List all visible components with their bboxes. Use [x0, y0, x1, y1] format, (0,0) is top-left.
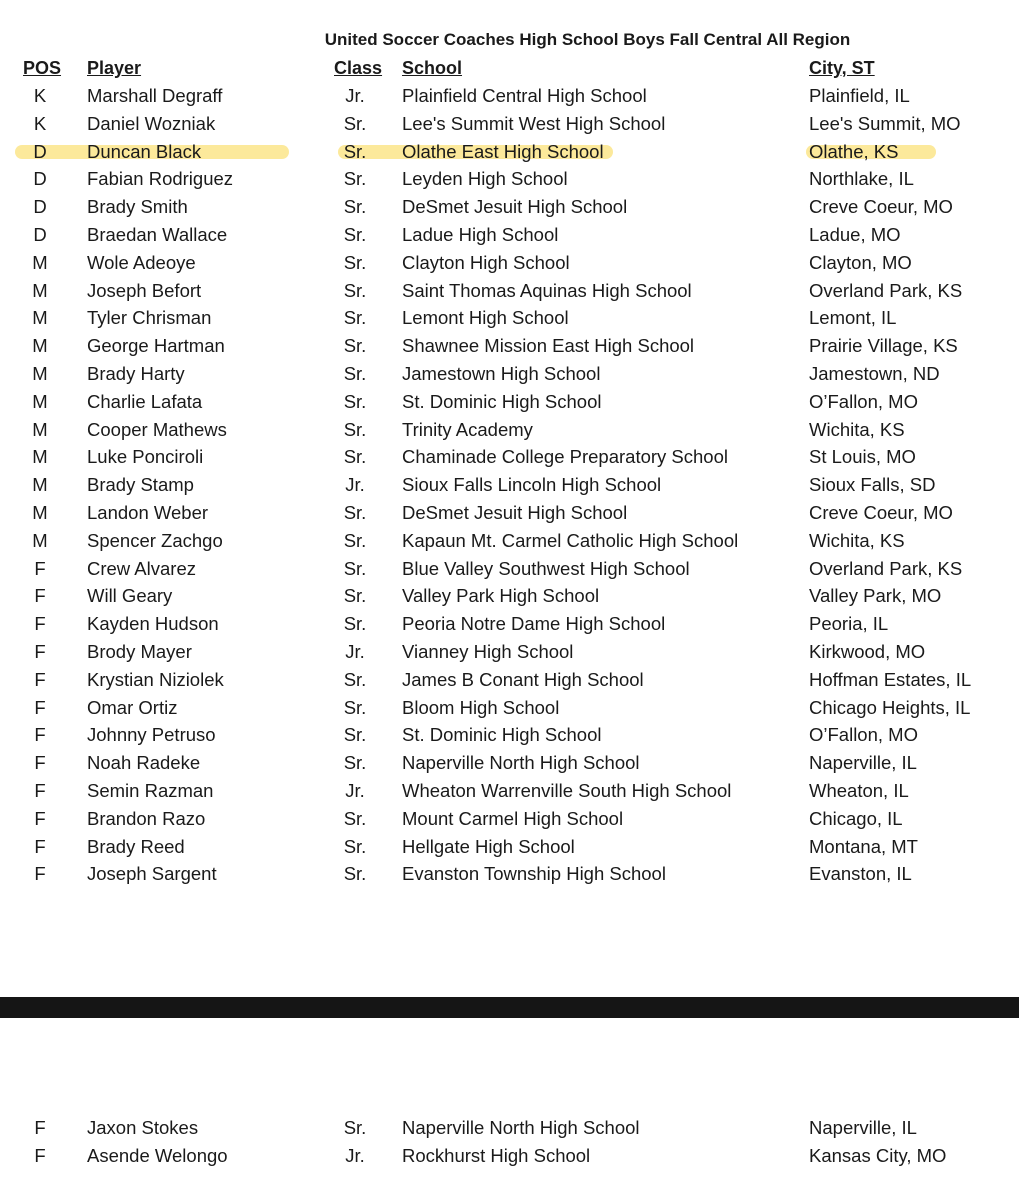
- cell-city: Peoria, IL: [809, 613, 889, 635]
- cell-city: Naperville, IL: [809, 1117, 917, 1138]
- cell-school: Jamestown High School: [402, 362, 601, 384]
- cell-player: Tyler Chrisman: [87, 307, 212, 329]
- table-row: [0, 582, 1019, 610]
- cell-pos: F: [34, 752, 46, 774]
- cell-city: Creve Coeur, MO: [809, 501, 953, 523]
- cell-school: Leyden High School: [402, 168, 568, 190]
- cell-player: Will Geary: [87, 585, 173, 607]
- cell-class: Sr.: [343, 529, 367, 551]
- cell-pos: F: [34, 835, 46, 857]
- cell-school: Evanston Township High School: [402, 863, 666, 885]
- cell-player: Brady Reed: [87, 835, 185, 857]
- cell-class: Sr.: [343, 807, 367, 829]
- cell-class: Sr.: [343, 613, 367, 635]
- cell-city: Jamestown, ND: [809, 362, 940, 384]
- cell-player: Brady Smith: [87, 196, 188, 218]
- cell-player: Cooper Mathews: [87, 418, 227, 440]
- table-row: [0, 332, 1019, 360]
- cell-school: Trinity Academy: [402, 418, 533, 440]
- header-pos: POS: [23, 58, 62, 78]
- cell-city: Olathe, KS: [809, 140, 899, 162]
- cell-player: Omar Ortiz: [87, 696, 178, 718]
- cell-city: Sioux Falls, SD: [809, 474, 936, 496]
- cell-player: Daniel Wozniak: [87, 112, 216, 134]
- cell-school: St. Dominic High School: [402, 390, 602, 412]
- cell-pos: F: [34, 557, 46, 579]
- cell-city: Chicago Heights, IL: [809, 696, 971, 718]
- cell-class: Sr.: [343, 279, 367, 301]
- cell-class: Sr.: [343, 501, 367, 523]
- cell-class: Sr.: [343, 168, 367, 190]
- cell-class: Sr.: [343, 251, 367, 273]
- cell-school: Clayton High School: [402, 251, 570, 273]
- cell-pos: F: [34, 696, 46, 718]
- cell-class: Sr.: [343, 223, 367, 245]
- cell-city: Ladue, MO: [809, 223, 901, 245]
- cell-player: Brandon Razo: [87, 807, 206, 829]
- cell-class: Sr.: [343, 362, 367, 384]
- cell-pos: M: [32, 501, 48, 523]
- cell-class: Sr.: [343, 863, 367, 885]
- cell-school: Mount Carmel High School: [402, 807, 624, 829]
- table-row: [0, 527, 1019, 555]
- header-player: Player: [87, 58, 142, 78]
- table-row: [0, 499, 1019, 527]
- cell-player: Braedan Wallace: [87, 223, 228, 245]
- cell-class: Sr.: [343, 196, 367, 218]
- table-row: [0, 638, 1019, 666]
- table-row: [0, 165, 1019, 193]
- cell-school: James B Conant High School: [402, 668, 644, 690]
- cell-school: Ladue High School: [402, 223, 559, 245]
- roster-table: [0, 82, 1019, 888]
- cell-school: Blue Valley Southwest High School: [402, 557, 690, 579]
- table-row: [0, 860, 1019, 888]
- table-row: [0, 443, 1019, 471]
- cell-city: O’Fallon, MO: [809, 390, 918, 412]
- cell-city: Evanston, IL: [809, 863, 912, 885]
- cell-pos: M: [32, 307, 48, 329]
- header-city: City, ST: [809, 58, 875, 78]
- table-row: [0, 805, 1019, 833]
- header-school: School: [402, 58, 463, 78]
- cell-city: Clayton, MO: [809, 251, 912, 273]
- cell-player: Brady Stamp: [87, 474, 194, 496]
- cell-player: Wole Adeoye: [87, 251, 196, 273]
- table-row: [0, 666, 1019, 694]
- cell-class: Sr.: [343, 724, 367, 746]
- cell-city: Overland Park, KS: [809, 279, 963, 301]
- cell-school: Bloom High School: [402, 696, 560, 718]
- cell-school: Lemont High School: [402, 307, 569, 329]
- cell-school: Naperville North High School: [402, 752, 640, 774]
- cell-class: Sr.: [343, 418, 367, 440]
- cell-class: Jr.: [345, 779, 365, 801]
- cell-pos: M: [32, 335, 48, 357]
- cell-class: Sr.: [343, 668, 367, 690]
- cell-pos: M: [32, 529, 48, 551]
- cell-player: Semin Razman: [87, 779, 214, 801]
- cell-player: Kayden Hudson: [87, 613, 219, 635]
- cell-school: Rockhurst High School: [402, 1144, 591, 1166]
- cell-pos: M: [32, 390, 48, 412]
- cell-class: Sr.: [343, 557, 367, 579]
- cell-class: Sr.: [343, 446, 367, 468]
- header-class: Class: [334, 58, 383, 78]
- cell-pos: F: [34, 613, 46, 635]
- cell-player: Spencer Zachgo: [87, 529, 223, 551]
- cell-school: Saint Thomas Aquinas High School: [402, 279, 692, 301]
- table-row: [0, 833, 1019, 861]
- cell-school: Sioux Falls Lincoln High School: [402, 474, 662, 496]
- cell-school: Olathe East High School: [402, 140, 604, 162]
- cell-pos: F: [34, 668, 46, 690]
- table-row: [0, 221, 1019, 249]
- table-row: [0, 610, 1019, 638]
- cell-player: Johnny Petruso: [87, 724, 216, 746]
- cell-city: Kansas City, MO: [809, 1144, 947, 1166]
- cell-school: DeSmet Jesuit High School: [402, 501, 628, 523]
- cell-pos: D: [33, 140, 47, 162]
- cell-pos: K: [33, 85, 47, 106]
- table-row: [0, 555, 1019, 583]
- cell-class: Jr.: [345, 640, 365, 662]
- cell-player: Brody Mayer: [87, 640, 192, 662]
- cell-school: Vianney High School: [402, 640, 574, 662]
- table-row: [0, 388, 1019, 416]
- cell-city: Montana, MT: [809, 835, 918, 857]
- cell-city: Chicago, IL: [809, 807, 903, 829]
- cell-player: Charlie Lafata: [87, 390, 203, 412]
- cell-pos: M: [32, 279, 48, 301]
- cell-player: Brady Harty: [87, 362, 185, 384]
- cell-player: Joseph Sargent: [87, 863, 217, 885]
- cell-pos: F: [34, 724, 46, 746]
- cell-city: Naperville, IL: [809, 752, 917, 774]
- cell-class: Jr.: [345, 474, 365, 496]
- cell-school: Kapaun Mt. Carmel Catholic High School: [402, 529, 739, 551]
- cell-city: Lee's Summit, MO: [809, 112, 961, 134]
- table-row: [0, 304, 1019, 332]
- cell-class: Jr.: [345, 1144, 365, 1166]
- table-row: [0, 249, 1019, 277]
- page-title: United Soccer Coaches High School Boys Fall Central All Region: [324, 30, 851, 49]
- cell-city: Wheaton, IL: [809, 779, 909, 801]
- table-row: [0, 777, 1019, 805]
- table-row: [0, 694, 1019, 722]
- cell-school: Plainfield Central High School: [402, 85, 647, 106]
- table-row: [0, 110, 1019, 138]
- page-divider: [0, 997, 1019, 1018]
- cell-player: Noah Radeke: [87, 752, 201, 774]
- cell-class: Sr.: [343, 390, 367, 412]
- cell-city: Northlake, IL: [809, 168, 914, 190]
- cell-city: St Louis, MO: [809, 446, 916, 468]
- cell-class: Sr.: [343, 1117, 367, 1138]
- cell-player: Jaxon Stokes: [87, 1117, 199, 1138]
- cell-city: Creve Coeur, MO: [809, 196, 953, 218]
- cell-class: Sr.: [343, 835, 367, 857]
- cell-school: Naperville North High School: [402, 1117, 640, 1138]
- cell-city: Hoffman Estates, IL: [809, 668, 972, 690]
- cell-school: DeSmet Jesuit High School: [402, 196, 628, 218]
- cell-pos: F: [34, 585, 46, 607]
- table-row: [0, 471, 1019, 499]
- cell-pos: F: [34, 1144, 46, 1166]
- cell-player: Duncan Black: [87, 140, 202, 162]
- cell-pos: F: [34, 779, 46, 801]
- cell-school: Shawnee Mission East High School: [402, 335, 695, 357]
- cell-player: Asende Welongo: [87, 1144, 228, 1166]
- cell-pos: M: [32, 446, 48, 468]
- cell-school: Peoria Notre Dame High School: [402, 613, 666, 635]
- cell-pos: F: [34, 807, 46, 829]
- cell-class: Sr.: [343, 335, 367, 357]
- cell-pos: D: [33, 168, 47, 190]
- cell-pos: K: [33, 112, 47, 134]
- cell-school: Lee's Summit West High School: [402, 112, 666, 134]
- table-row: [0, 277, 1019, 305]
- table-row: [0, 193, 1019, 221]
- cell-player: Crew Alvarez: [87, 557, 196, 579]
- cell-city: Prairie Village, KS: [809, 335, 958, 357]
- cell-city: O’Fallon, MO: [809, 724, 918, 746]
- cell-class: Sr.: [343, 585, 367, 607]
- cell-city: Plainfield, IL: [809, 85, 910, 106]
- table-row: [0, 1142, 1019, 1170]
- cell-city: Wichita, KS: [809, 529, 905, 551]
- cell-class: Sr.: [343, 696, 367, 718]
- cell-player: George Hartman: [87, 335, 225, 357]
- cell-pos: F: [34, 1117, 46, 1138]
- cell-pos: M: [32, 418, 48, 440]
- cell-player: Krystian Niziolek: [87, 668, 224, 690]
- cell-pos: F: [34, 640, 46, 662]
- table-row: [0, 138, 1019, 166]
- cell-city: Wichita, KS: [809, 418, 905, 440]
- table-row: [0, 360, 1019, 388]
- cell-city: Overland Park, KS: [809, 557, 963, 579]
- table-row: [0, 416, 1019, 444]
- cell-class: Sr.: [343, 112, 367, 134]
- cell-class: Sr.: [343, 752, 367, 774]
- cell-player: Landon Weber: [87, 501, 209, 523]
- cell-class: Sr.: [343, 140, 367, 162]
- table-row: [0, 721, 1019, 749]
- cell-school: Chaminade College Preparatory School: [402, 446, 728, 468]
- table-row: [0, 749, 1019, 777]
- table-row: [0, 1114, 1019, 1142]
- cell-player: Fabian Rodriguez: [87, 168, 234, 190]
- cell-class: Jr.: [345, 85, 365, 106]
- cell-city: Lemont, IL: [809, 307, 897, 329]
- cell-city: Valley Park, MO: [809, 585, 942, 607]
- roster-table-continued: [0, 1114, 1019, 1170]
- cell-school: Wheaton Warrenville South High School: [402, 779, 732, 801]
- cell-school: Hellgate High School: [402, 835, 575, 857]
- table-row: [0, 82, 1019, 110]
- cell-class: Sr.: [343, 307, 367, 329]
- cell-pos: D: [33, 223, 47, 245]
- cell-pos: M: [32, 474, 48, 496]
- cell-pos: M: [32, 251, 48, 273]
- cell-school: Valley Park High School: [402, 585, 600, 607]
- cell-pos: F: [34, 863, 46, 885]
- cell-school: St. Dominic High School: [402, 724, 602, 746]
- cell-pos: D: [33, 196, 47, 218]
- cell-player: Luke Ponciroli: [87, 446, 204, 468]
- cell-player: Joseph Befort: [87, 279, 202, 301]
- cell-player: Marshall Degraff: [87, 85, 223, 106]
- cell-pos: M: [32, 362, 48, 384]
- cell-city: Kirkwood, MO: [809, 640, 926, 662]
